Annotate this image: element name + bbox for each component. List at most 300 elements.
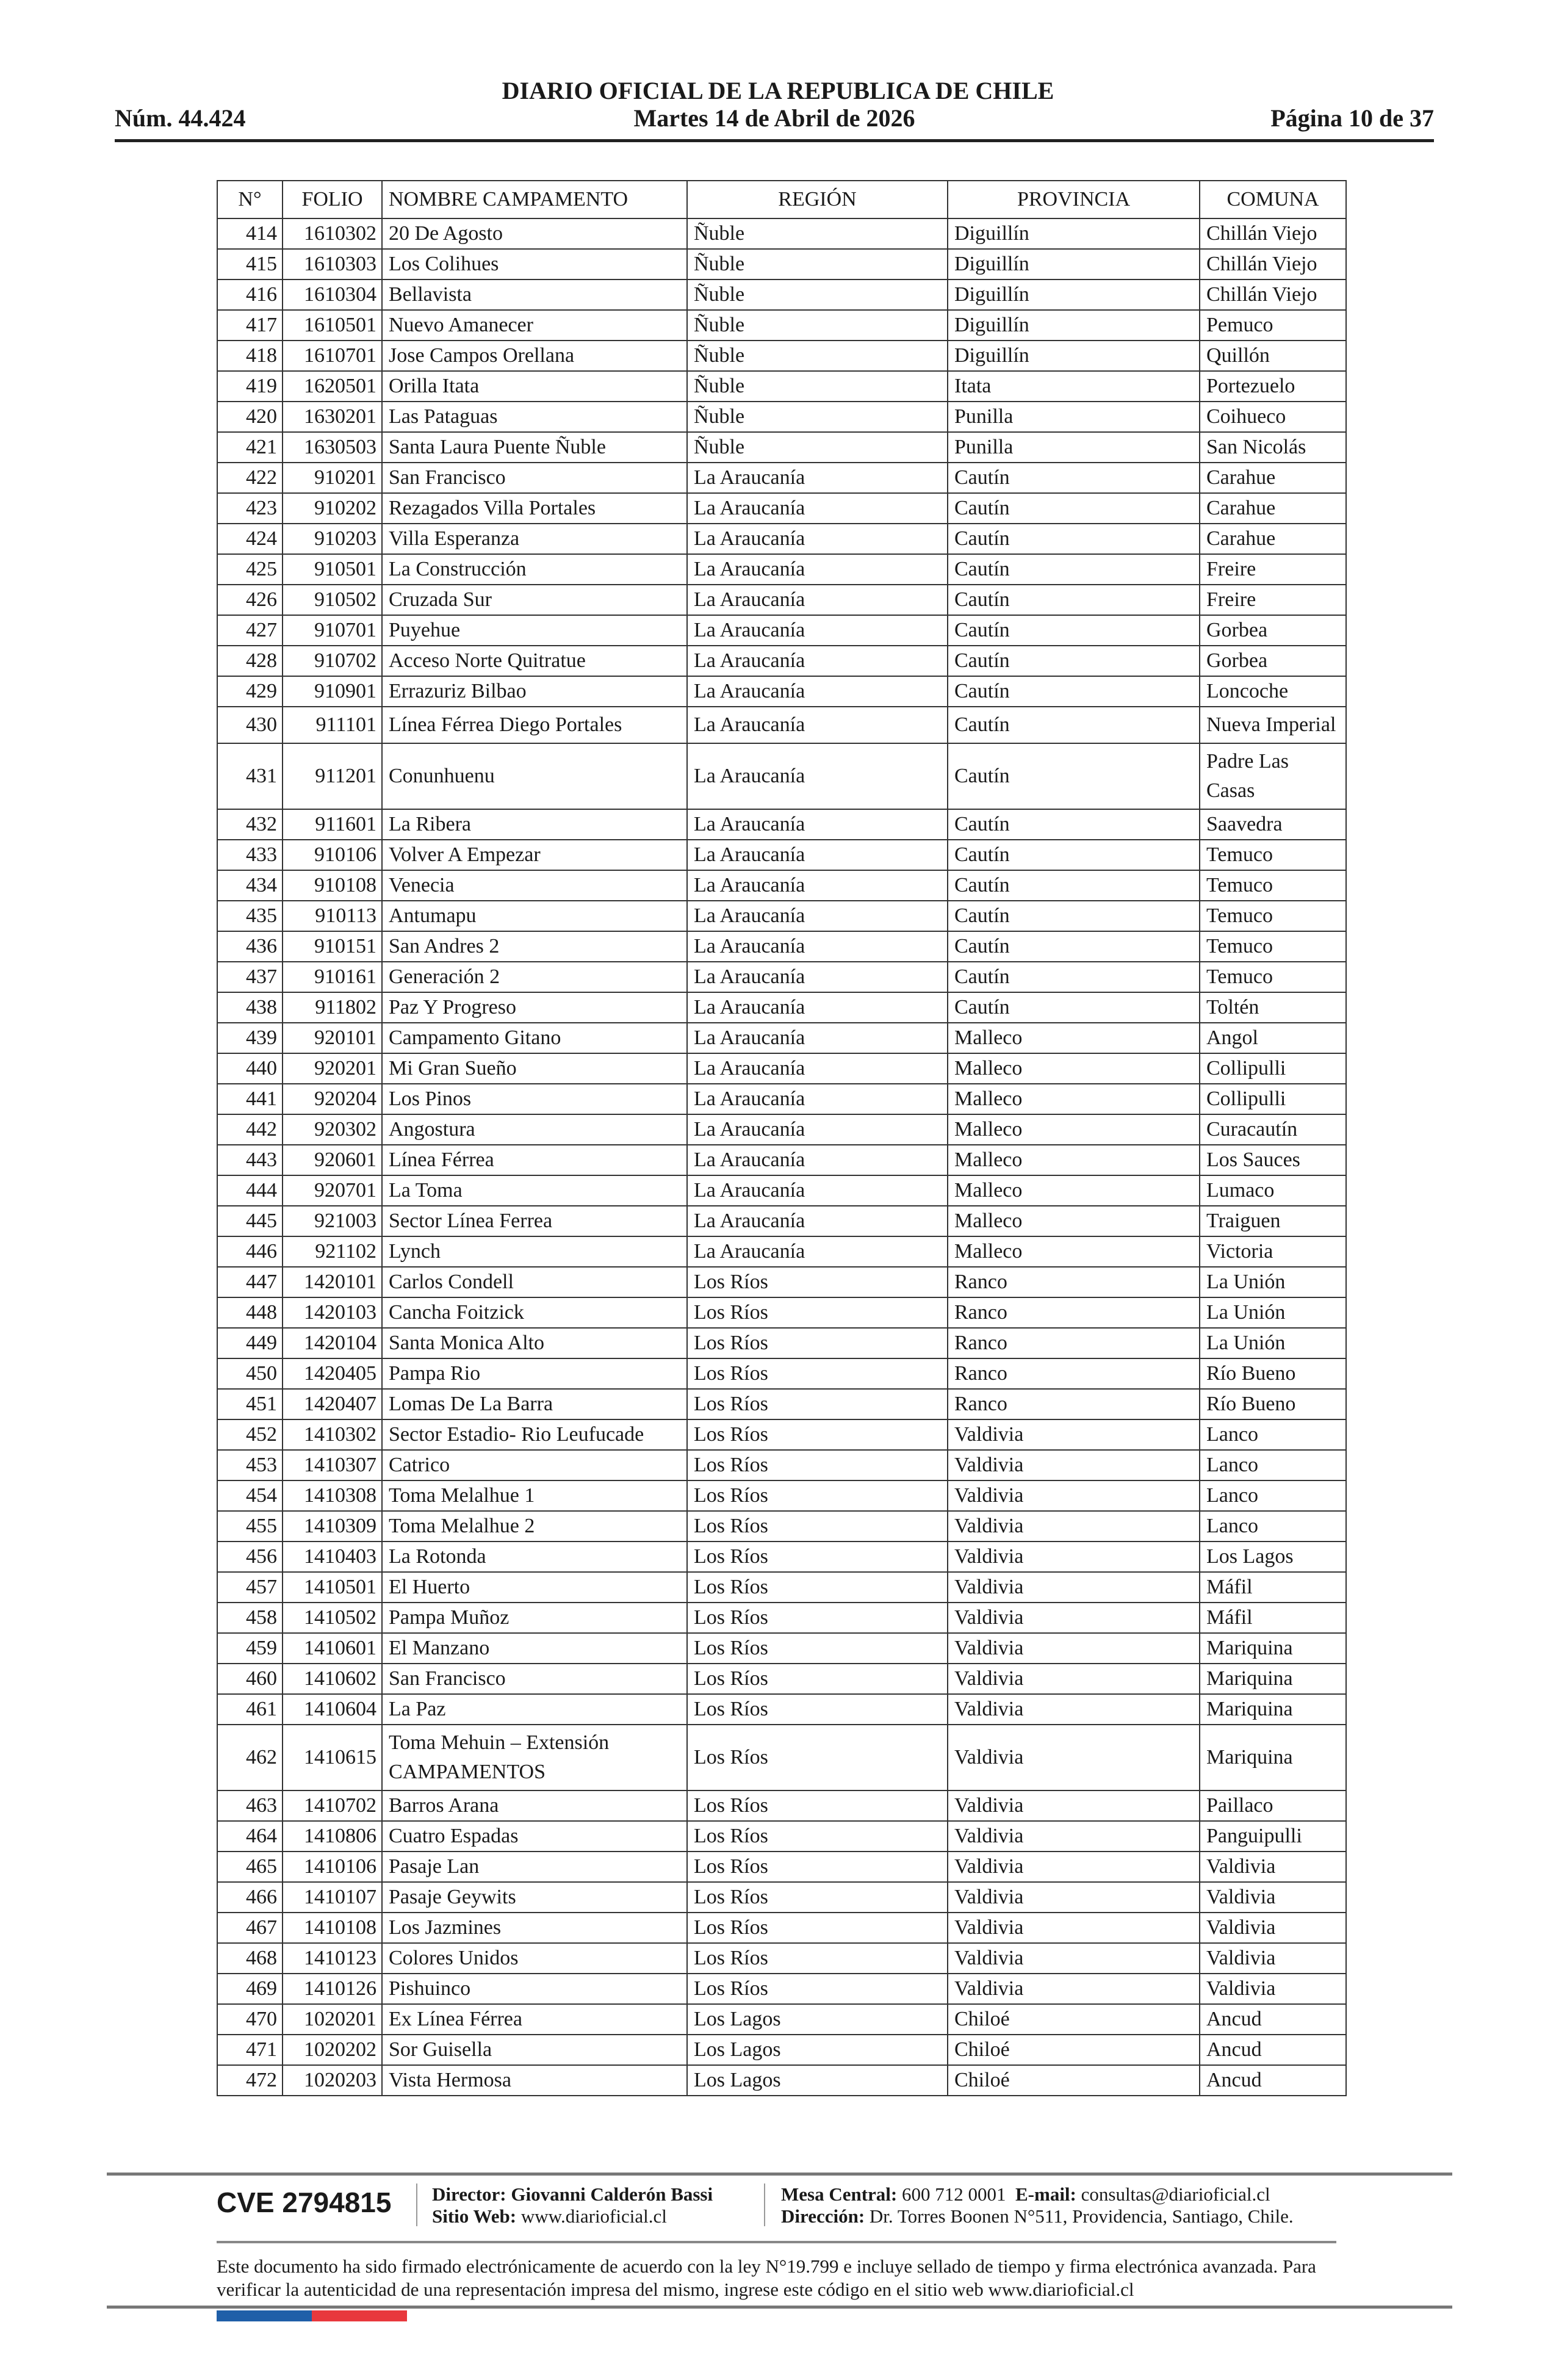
cell-province: Malleco [948,1114,1200,1145]
cell-camp-name: La Paz [382,1694,687,1725]
cell-row-number: 424 [217,524,283,554]
cell-row-number: 440 [217,1053,283,1084]
table-row [217,1882,1346,1913]
cell-commune: Valdivia [1200,1974,1346,2004]
cell-commune: La Unión [1200,1328,1346,1358]
col-header-folio: FOLIO [283,181,382,218]
cell-folio: 1410108 [283,1913,382,1943]
cell-province: Chiloé [948,2035,1200,2065]
email-link[interactable]: consultas@diarioficial.cl [1081,2183,1270,2205]
cell-folio: 1410302 [283,1419,382,1450]
cell-camp-name: Acceso Norte Quitratue [382,646,687,676]
table-row [217,585,1346,615]
cell-folio: 1410502 [283,1603,382,1633]
cell-commune: Lanco [1200,1419,1346,1450]
email-label: E-mail: [1015,2183,1076,2205]
cell-camp-name: Vista Hermosa [382,2065,687,2096]
table-row [217,707,1346,743]
cell-folio: 910108 [283,870,382,901]
phone-label: Mesa Central: [781,2183,898,2205]
table-row [217,1852,1346,1882]
col-header-commune: COMUNA [1200,181,1346,218]
footer-separator [416,2183,417,2226]
cell-province: Cautín [948,809,1200,840]
cell-region: Los Ríos [687,1694,948,1725]
cell-commune: La Unión [1200,1267,1346,1297]
cell-folio: 1410601 [283,1633,382,1664]
cell-row-number: 456 [217,1542,283,1572]
cell-folio: 1410309 [283,1511,382,1542]
footer-inner-divider [217,2241,1336,2243]
table-row [217,554,1346,585]
cell-camp-name: Los Colihues [382,249,687,279]
cell-row-number: 457 [217,1572,283,1603]
cell-commune: Lanco [1200,1511,1346,1542]
table-row [217,901,1346,931]
cell-row-number: 461 [217,1694,283,1725]
cell-province: Ranco [948,1328,1200,1358]
cell-row-number: 469 [217,1974,283,2004]
cell-commune: Temuco [1200,931,1346,962]
newspaper-title: DIARIO OFICIAL DE LA REPUBLICA DE CHILE [502,77,1054,104]
cell-camp-name: Lynch [382,1236,687,1267]
cell-folio: 911101 [283,707,382,743]
cell-camp-name: Puyehue [382,615,687,646]
cell-commune: Temuco [1200,870,1346,901]
cell-region: Ñuble [687,432,948,463]
cell-row-number: 417 [217,310,283,341]
table-row [217,840,1346,870]
cell-region: Los Lagos [687,2004,948,2035]
cell-row-number: 427 [217,615,283,646]
cell-commune: Gorbea [1200,646,1346,676]
cell-province: Cautín [948,676,1200,707]
cell-province: Valdivia [948,1603,1200,1633]
cell-commune: Angol [1200,1023,1346,1053]
cell-region: La Araucanía [687,870,948,901]
cell-camp-name: Lomas De La Barra [382,1389,687,1419]
cell-folio: 1610302 [283,218,382,249]
cell-region: Los Ríos [687,1633,948,1664]
cell-commune: Nueva Imperial [1200,707,1346,743]
cell-folio: 920601 [283,1145,382,1175]
cell-commune: Paillaco [1200,1790,1346,1821]
table-row [217,493,1346,524]
cell-commune: Loncoche [1200,676,1346,707]
cell-row-number: 420 [217,402,283,432]
cell-camp-name: Cuatro Espadas [382,1821,687,1852]
cell-row-number: 472 [217,2065,283,2096]
col-header-province: PROVINCIA [948,181,1200,218]
cell-region: Ñuble [687,218,948,249]
cell-region: Los Ríos [687,1943,948,1974]
table-row [217,809,1346,840]
website-label: Sitio Web: [432,2205,517,2227]
cell-commune: Toltén [1200,992,1346,1023]
cell-commune: Victoria [1200,1236,1346,1267]
col-header-name: NOMBRE CAMPAMENTO [382,181,687,218]
cell-camp-name: El Huerto [382,1572,687,1603]
cell-camp-name: Toma Melalhue 2 [382,1511,687,1542]
cell-folio: 910701 [283,615,382,646]
cell-folio: 1410403 [283,1542,382,1572]
cell-camp-name: Venecia [382,870,687,901]
cell-region: Los Ríos [687,1328,948,1358]
cell-region: La Araucanía [687,646,948,676]
cell-province: Cautín [948,646,1200,676]
table-row [217,218,1346,249]
cell-folio: 1610303 [283,249,382,279]
cell-camp-name: Pishuinco [382,1974,687,2004]
cell-folio: 921102 [283,1236,382,1267]
cell-folio: 1410702 [283,1790,382,1821]
cell-region: Los Ríos [687,1450,948,1480]
cell-province: Valdivia [948,1511,1200,1542]
cell-province: Valdivia [948,1821,1200,1852]
table-row [217,1206,1346,1236]
cell-row-number: 435 [217,901,283,931]
cell-folio: 910201 [283,463,382,493]
table-row [217,1913,1346,1943]
cell-folio: 920101 [283,1023,382,1053]
cell-folio: 1630201 [283,402,382,432]
cell-folio: 1630503 [283,432,382,463]
cell-camp-name: La Ribera [382,809,687,840]
cell-commune: Portezuelo [1200,371,1346,402]
cell-camp-name: Conunhuenu [382,743,687,809]
cell-commune: Carahue [1200,463,1346,493]
cell-row-number: 430 [217,707,283,743]
cell-camp-name: Campamento Gitano [382,1023,687,1053]
cell-folio: 910113 [283,901,382,931]
cell-camp-name: Jose Campos Orellana [382,341,687,371]
cell-camp-name: Los Jazmines [382,1913,687,1943]
cell-folio: 911201 [283,743,382,809]
cell-commune: Río Bueno [1200,1358,1346,1389]
cell-row-number: 434 [217,870,283,901]
cell-folio: 1420405 [283,1358,382,1389]
cell-region: Los Ríos [687,1389,948,1419]
cell-row-number: 462 [217,1725,283,1790]
cell-commune: Los Lagos [1200,1542,1346,1572]
cell-province: Ranco [948,1358,1200,1389]
cell-folio: 920201 [283,1053,382,1084]
cell-province: Valdivia [948,1419,1200,1450]
table-row [217,615,1346,646]
cell-camp-name: Las Pataguas [382,402,687,432]
cell-province: Valdivia [948,1572,1200,1603]
cell-camp-name: Barros Arana [382,1790,687,1821]
cell-camp-name: Errazuriz Bilbao [382,676,687,707]
cell-row-number: 421 [217,432,283,463]
cell-folio: 1410615 [283,1725,382,1790]
cell-camp-name: El Manzano [382,1633,687,1664]
flag-blue-stripe [217,2310,312,2321]
cell-commune: Ancud [1200,2004,1346,2035]
cell-province: Chiloé [948,2004,1200,2035]
cell-camp-name: Pampa Muñoz [382,1603,687,1633]
cell-folio: 1420407 [283,1389,382,1419]
cell-region: Los Ríos [687,1297,948,1328]
table-row [217,1943,1346,1974]
cell-folio: 910151 [283,931,382,962]
cell-region: La Araucanía [687,809,948,840]
cell-province: Punilla [948,432,1200,463]
cell-camp-name: Villa Esperanza [382,524,687,554]
cell-row-number: 453 [217,1450,283,1480]
cell-folio: 921003 [283,1206,382,1236]
cell-camp-name: Sector Estadio- Rio Leufucade [382,1419,687,1450]
cell-province: Cautín [948,901,1200,931]
table-row [217,1328,1346,1358]
table-row [217,962,1346,992]
cell-camp-name: Catrico [382,1450,687,1480]
table-row [217,1572,1346,1603]
cve-code: CVE 2794815 [217,2187,392,2218]
cell-row-number: 445 [217,1206,283,1236]
table-row [217,279,1346,310]
cell-province: Valdivia [948,1664,1200,1694]
cell-row-number: 443 [217,1145,283,1175]
cell-region: Los Ríos [687,1852,948,1882]
cell-camp-name: Rezagados Villa Portales [382,493,687,524]
cell-row-number: 415 [217,249,283,279]
cell-province: Itata [948,371,1200,402]
cell-region: Ñuble [687,249,948,279]
cell-row-number: 414 [217,218,283,249]
cell-region: La Araucanía [687,743,948,809]
cell-camp-name: Sor Guisella [382,2035,687,2065]
cell-province: Valdivia [948,1633,1200,1664]
cell-region: La Araucanía [687,615,948,646]
table-row [217,676,1346,707]
cell-region: Ñuble [687,279,948,310]
cell-region: Los Ríos [687,1974,948,2004]
cell-region: Los Ríos [687,1603,948,1633]
cell-camp-name: Sector Línea Ferrea [382,1206,687,1236]
cell-row-number: 442 [217,1114,283,1145]
table-row [217,992,1346,1023]
cell-camp-name: San Francisco [382,463,687,493]
table-row [217,371,1346,402]
cell-region: La Araucanía [687,585,948,615]
cell-row-number: 471 [217,2035,283,2065]
col-header-number: N° [217,181,283,218]
cell-region: Los Ríos [687,1882,948,1913]
cell-commune: Coihueco [1200,402,1346,432]
table-row [217,249,1346,279]
cell-row-number: 439 [217,1023,283,1053]
cell-folio: 910501 [283,554,382,585]
cell-region: Los Ríos [687,1821,948,1852]
cell-commune: Mariquina [1200,1633,1346,1664]
signature-disclaimer: Este documento ha sido firmado electrónicamente de acuerdo con la ley N°19.799 e incluye sellado de tiempo y firma electrónica avanzada. Para verificar la autenticidad de una representación impresa del mismo, ingrese este código en el sitio web www.diarioficial.cl [217,2256,1316,2300]
table-row [217,1974,1346,2004]
cell-row-number: 459 [217,1633,283,1664]
cell-province: Malleco [948,1206,1200,1236]
issue-number: Núm. 44.424 [115,104,246,132]
cell-row-number: 451 [217,1389,283,1419]
cell-province: Malleco [948,1145,1200,1175]
cell-commune: Traiguen [1200,1206,1346,1236]
cell-folio: 911802 [283,992,382,1023]
cell-province: Cautín [948,493,1200,524]
cell-camp-name: Carlos Condell [382,1267,687,1297]
cell-row-number: 428 [217,646,283,676]
cell-camp-name: Bellavista [382,279,687,310]
cell-row-number: 431 [217,743,283,809]
table-row [217,1358,1346,1389]
cell-commune: Gorbea [1200,615,1346,646]
table-row [217,402,1346,432]
cell-commune: Collipulli [1200,1084,1346,1114]
cell-province: Cautín [948,992,1200,1023]
cell-commune: Valdivia [1200,1943,1346,1974]
cell-camp-name: Cancha Foitzick [382,1297,687,1328]
table-row [217,1023,1346,1053]
address-label: Dirección: [781,2205,865,2227]
cell-camp-name: 20 De Agosto [382,218,687,249]
cell-province: Valdivia [948,1480,1200,1511]
issue-date: Martes 14 de Abril de 2026 [633,104,915,132]
table-row [217,463,1346,493]
cell-region: La Araucanía [687,992,948,1023]
cell-row-number: 426 [217,585,283,615]
cell-folio: 1420103 [283,1297,382,1328]
table-row [217,2065,1346,2096]
cell-province: Diguillín [948,310,1200,341]
cell-commune: Saavedra [1200,809,1346,840]
table-row [217,341,1346,371]
cell-province: Ranco [948,1267,1200,1297]
cell-region: Los Ríos [687,1913,948,1943]
cell-region: La Araucanía [687,1145,948,1175]
cell-commune: Freire [1200,554,1346,585]
cell-row-number: 452 [217,1419,283,1450]
phone-number: 600 712 0001 [902,2183,1006,2205]
cell-row-number: 449 [217,1328,283,1358]
cell-row-number: 444 [217,1175,283,1206]
cell-province: Cautín [948,585,1200,615]
cell-camp-name: Línea Férrea [382,1145,687,1175]
table-row [217,1297,1346,1328]
cell-row-number: 422 [217,463,283,493]
cell-camp-name: Los Pinos [382,1084,687,1114]
table-row [217,1821,1346,1852]
table-row [217,1419,1346,1450]
cell-province: Valdivia [948,1542,1200,1572]
cell-folio: 910502 [283,585,382,615]
cell-province: Valdivia [948,1790,1200,1821]
cell-region: La Araucanía [687,1084,948,1114]
cell-province: Valdivia [948,1725,1200,1790]
cell-province: Ranco [948,1297,1200,1328]
table-row [217,931,1346,962]
page-number: Página 10 de 37 [1270,104,1434,132]
cell-region: La Araucanía [687,1206,948,1236]
cell-province: Punilla [948,402,1200,432]
cell-row-number: 441 [217,1084,283,1114]
cell-commune: Freire [1200,585,1346,615]
cell-camp-name: La Toma [382,1175,687,1206]
cell-camp-name: San Andres 2 [382,931,687,962]
table-row [217,1450,1346,1480]
footer-contact-block [781,2183,1294,2227]
table-row [217,1725,1346,1790]
cell-province: Cautín [948,743,1200,809]
cell-region: Ñuble [687,402,948,432]
table-row [217,1694,1346,1725]
cell-camp-name: Generación 2 [382,962,687,992]
cell-row-number: 466 [217,1882,283,1913]
cell-commune: Valdivia [1200,1882,1346,1913]
footer-separator [764,2183,765,2226]
cell-province: Ranco [948,1389,1200,1419]
cell-province: Malleco [948,1053,1200,1084]
cell-folio: 920204 [283,1084,382,1114]
table-row [217,1542,1346,1572]
cell-commune: Temuco [1200,840,1346,870]
cell-region: La Araucanía [687,1175,948,1206]
cell-region: Los Ríos [687,1790,948,1821]
cell-province: Cautín [948,840,1200,870]
cell-region: Los Ríos [687,1664,948,1694]
cell-region: Los Ríos [687,1511,948,1542]
cell-region: La Araucanía [687,493,948,524]
website-link[interactable]: www.diarioficial.cl [520,2205,667,2227]
cell-region: Ñuble [687,310,948,341]
campamentos-table [217,180,1347,2096]
cell-folio: 1410602 [283,1664,382,1694]
cell-region: Los Ríos [687,1480,948,1511]
cell-camp-name: Línea Férrea Diego Portales [382,707,687,743]
cell-region: La Araucanía [687,554,948,585]
cell-province: Diguillín [948,341,1200,371]
cell-province: Cautín [948,707,1200,743]
cell-row-number: 423 [217,493,283,524]
cell-folio: 1410604 [283,1694,382,1725]
cell-folio: 1410806 [283,1821,382,1852]
cell-region: Los Ríos [687,1725,948,1790]
cell-camp-name: Pampa Rio [382,1358,687,1389]
cell-folio: 1410501 [283,1572,382,1603]
cell-camp-name: Paz Y Progreso [382,992,687,1023]
cell-row-number: 432 [217,809,283,840]
cell-commune: Quillón [1200,341,1346,371]
cell-commune: Temuco [1200,962,1346,992]
cell-commune: Chillán Viejo [1200,249,1346,279]
cell-province: Valdivia [948,1974,1200,2004]
table-row [217,1267,1346,1297]
cell-province: Valdivia [948,1882,1200,1913]
cell-commune: Máfil [1200,1603,1346,1633]
cell-region: La Araucanía [687,1236,948,1267]
table-row [217,743,1346,809]
cell-commune: Padre Las Casas [1200,743,1346,809]
cell-folio: 1410307 [283,1450,382,1480]
cell-province: Cautín [948,962,1200,992]
cell-camp-name: Pasaje Geywits [382,1882,687,1913]
table-row [217,1664,1346,1694]
cell-province: Valdivia [948,1450,1200,1480]
director-label: Director: [432,2183,506,2205]
director-name: Giovanni Calderón Bassi [511,2183,713,2205]
cell-commune: San Nicolás [1200,432,1346,463]
cell-province: Valdivia [948,1943,1200,1974]
cell-province: Valdivia [948,1852,1200,1882]
cell-folio: 1420101 [283,1267,382,1297]
cell-commune: Valdivia [1200,1852,1346,1882]
